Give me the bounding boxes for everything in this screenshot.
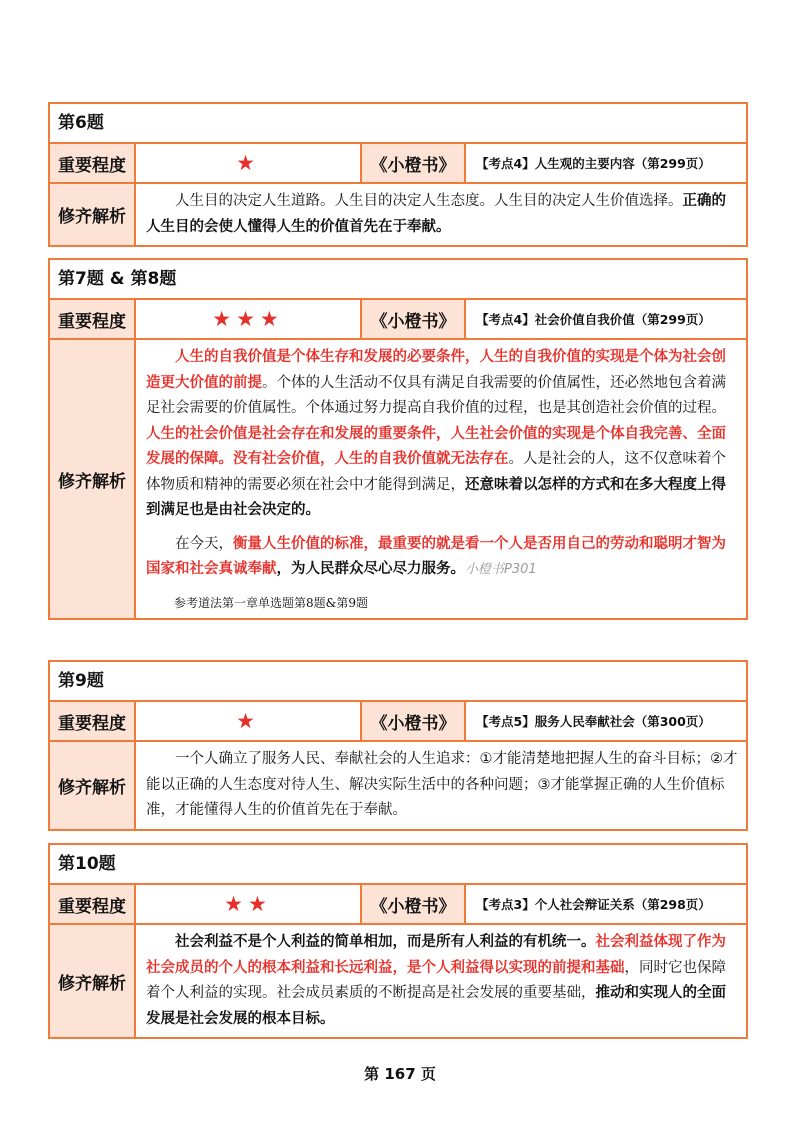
question-9-block [48,660,748,831]
analysis-text [136,340,746,618]
analysis-text [136,184,746,245]
kaodian-text: 【考点4】人生观的主要内容（第299页） [476,156,711,171]
analysis-text [136,742,746,829]
analysis-label: 修齐解析 [50,184,136,245]
page-number: 第 167 页 [364,1065,436,1083]
analysis-row [50,340,746,618]
question-title: 第9题 [50,662,746,702]
analysis-paragraph: 在今天，衡量人生价值的标准，最重要的就是看一个人是否用自己的劳动和聪明才智为国家和社会真诚奉献，为人民群众尽心尽力服务。小橙书P301 [146,535,726,577]
book-label: 《小橙书》 [362,144,466,182]
importance-row [50,885,746,925]
question-title: 第10题 [50,845,746,885]
reference-note: 参考道法第一章单选题第8题&第9题 [174,595,368,610]
kaodian-text: 【考点4】社会价值自我价值（第299页） [476,312,711,327]
question-6-block [48,102,748,247]
question-title: 第6题 [50,104,746,144]
source-note: 小橙书P301 [465,562,537,577]
star-rating: ★ [136,144,362,182]
book-label: 《小橙书》 [362,885,466,923]
analysis-paragraph: 一个人确立了服务人民、奉献社会的人生追求：①才能清楚地把握人生的奋斗目标；②才能以正确的人生态度对待人生、解决实际生活中的各种问题；③才能掌握正确的人生价值标准，才能懂得人生的价值首先在于奉献。 [146,751,738,818]
importance-label: 重要程度 [50,885,136,923]
book-label: 《小橙书》 [362,300,466,338]
analysis-label: 修齐解析 [50,925,136,1037]
question-10-block [48,843,748,1039]
analysis-row [50,184,746,245]
kaodian-text: 【考点5】服务人民奉献社会（第300页） [476,714,711,729]
analysis-text [136,925,746,1037]
kaodian-text: 【考点3】个人社会辩证关系（第298页） [476,897,711,912]
analysis-row [50,742,746,829]
star-rating: ★ [136,702,362,740]
star-rating: ★★ [136,885,362,923]
book-label: 《小橙书》 [362,702,466,740]
analysis-paragraph: 社会利益不是个人利益的简单相加，而是所有人利益的有机统一。社会利益体现了作为社会成员的个人的根本利益和长远利益，是个人利益得以实现的前提和基础，同时它也保障着个人利益的实现。社会成员素质的不断提高是社会发展的重要基础，推动和实现人的全面发展是社会发展的根本目标。 [146,934,726,1027]
importance-label: 重要程度 [50,144,136,182]
star-rating: ★★★ [136,300,362,338]
analysis-paragraph: 人生目的决定人生道路。人生目的决定人生态度。人生目的决定人生价值选择。正确的人生目的会使人懂得人生的价值首先在于奉献。 [146,193,726,235]
analysis-label: 修齐解析 [50,742,136,829]
importance-row [50,702,746,742]
importance-label: 重要程度 [50,300,136,338]
question-7-8-block [48,258,748,620]
analysis-label: 修齐解析 [50,340,136,618]
importance-row [50,144,746,184]
importance-label: 重要程度 [50,702,136,740]
importance-row [50,300,746,340]
question-title: 第7题 & 第8题 [50,260,746,300]
analysis-row [50,925,746,1037]
analysis-paragraph: 人生的自我价值是个体生存和发展的必要条件，人生的自我价值的实现是个体为社会创造更大价值的前提。个体的人生活动不仅具有满足自我需要的价值属性，还必然地包含着满足社会需要的价值属性。个体通过努力提高自我价值的过程，也是其创造社会价值的过程。人生的社会价值是社会存在和发展的重要条件，人生社会价值的实现是个体自我完善、全面发展的保障。没有社会价值，人生的自我价值就无法存在。人是社会的人，这不仅意味着个体物质和精神的需要必须在社会中才能得到满足，还意味着以怎样的方式和在多大程度上得到满足也是由社会决定的。 [146,349,726,518]
